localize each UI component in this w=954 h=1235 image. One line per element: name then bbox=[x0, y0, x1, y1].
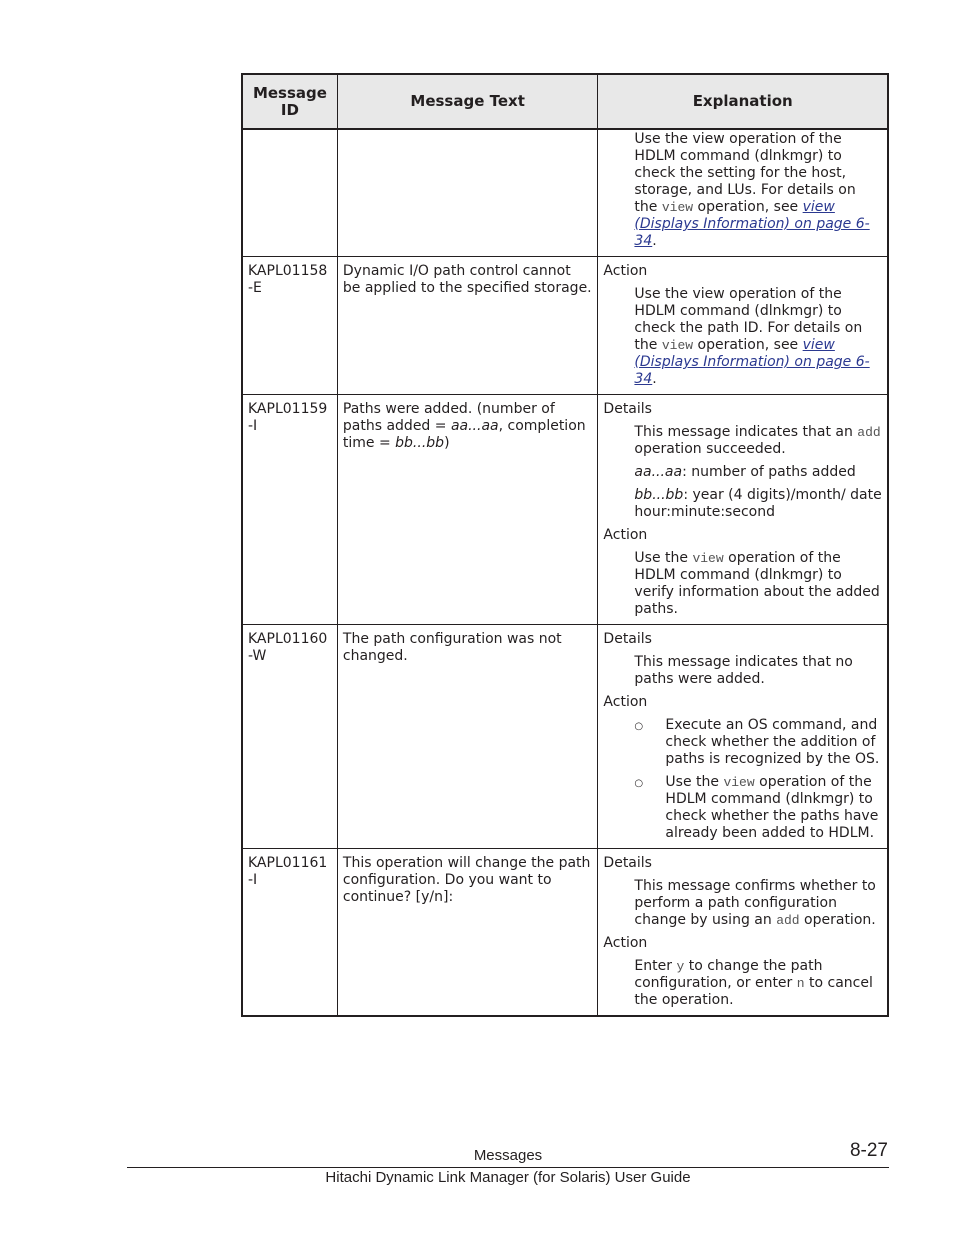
details-paragraph: aa...aa: number of paths added bbox=[634, 464, 856, 480]
table-header-row bbox=[242, 74, 888, 129]
details-label: Details bbox=[603, 631, 652, 647]
action-label: Action bbox=[603, 935, 648, 951]
message-text: This operation will change the path configuration. Do you want to continue? [y/n]: bbox=[337, 849, 598, 1017]
header-message-text: Message Text bbox=[337, 74, 598, 129]
cell-id-empty bbox=[242, 129, 337, 257]
code-view: view bbox=[661, 338, 694, 353]
message-id: KAPL01160 -W bbox=[242, 625, 337, 849]
table-row bbox=[242, 257, 888, 395]
table-row bbox=[242, 849, 888, 1017]
code-view: view bbox=[661, 200, 694, 215]
header-explanation: Explanation bbox=[598, 74, 888, 129]
footer-section-title: Messages bbox=[473, 1147, 543, 1164]
cell-text-empty bbox=[337, 129, 598, 257]
table-row bbox=[242, 625, 888, 849]
action-paragraph: Enter y to change the path configuration, or enter n to cancel the operation. bbox=[634, 958, 873, 1008]
details-paragraph: This message indicates that an add operation succeeded. bbox=[634, 424, 881, 457]
message-id: KAPL01159 -I bbox=[242, 395, 337, 625]
explanation-paragraph: Use the view operation of the HDLM command (dlnkmgr) to check the setting for the host, storage, and LUs. For details on the view operation, see view (Displays Information) on page 6-34. bbox=[634, 131, 870, 249]
details-paragraph: This message confirms whether to perform a path configuration change by using an add operation. bbox=[634, 878, 876, 928]
bullet-circle-icon: ○ bbox=[634, 721, 644, 732]
message-text: Dynamic I/O path control cannot be applied to the specified storage. bbox=[337, 257, 598, 395]
link-view-displays-information[interactable]: view (Displays Information) on page 6-34 bbox=[634, 199, 870, 249]
bullet-item: ○ Execute an OS command, and check whether the addition of paths is recognized by the OS. bbox=[634, 717, 880, 767]
code-view: view bbox=[723, 775, 755, 790]
table-row bbox=[242, 395, 888, 625]
cell-explanation bbox=[598, 849, 888, 1017]
cell-explanation bbox=[598, 395, 888, 625]
bullet-item: ○ Use the view operation of the HDLM command (dlnkmgr) to check whether the paths have already been added to HDLM. bbox=[634, 774, 879, 841]
table-row-continuation bbox=[242, 129, 888, 257]
details-label: Details bbox=[603, 855, 652, 871]
footer-page-number: 8-27 bbox=[849, 1140, 888, 1161]
message-id: KAPL01161 -I bbox=[242, 849, 337, 1017]
code-add: add bbox=[776, 913, 800, 928]
footer-divider bbox=[127, 1167, 889, 1168]
message-text: The path configuration was not changed. bbox=[337, 625, 598, 849]
cell-explanation bbox=[598, 129, 888, 257]
footer-guide-title: Hitachi Dynamic Link Manager (for Solaris) User Guide bbox=[325, 1169, 691, 1186]
action-paragraph: Use the view operation of the HDLM command (dlnkmgr) to verify information about the added paths. bbox=[634, 550, 880, 617]
message-table bbox=[241, 73, 889, 1017]
code-n: n bbox=[796, 976, 805, 991]
message-id: KAPL01158 -E bbox=[242, 257, 337, 395]
code-y: y bbox=[676, 959, 685, 974]
details-paragraph: bb...bb: year (4 digits)/month/ date hour:minute:second bbox=[634, 487, 882, 520]
message-text: Paths were added. (number of paths added = aa...aa, completion time = bb...bb) bbox=[337, 395, 598, 625]
cell-explanation bbox=[598, 257, 888, 395]
bullet-circle-icon: ○ bbox=[634, 778, 644, 789]
details-paragraph: This message indicates that no paths were added. bbox=[634, 654, 853, 687]
header-message-id: Message ID bbox=[242, 74, 337, 129]
link-view-displays-information[interactable]: view (Displays Information) on page 6-34 bbox=[634, 337, 870, 387]
action-label: Action bbox=[603, 527, 648, 543]
action-paragraph: Use the view operation of the HDLM command (dlnkmgr) to check the path ID. For details on the view operation, see view (Displays Information) on page 6-34. bbox=[634, 286, 870, 387]
action-label: Action bbox=[603, 263, 648, 279]
cell-explanation bbox=[598, 625, 888, 849]
code-add: add bbox=[857, 425, 881, 440]
details-label: Details bbox=[603, 401, 652, 417]
code-view: view bbox=[692, 551, 724, 566]
action-label: Action bbox=[603, 694, 648, 710]
